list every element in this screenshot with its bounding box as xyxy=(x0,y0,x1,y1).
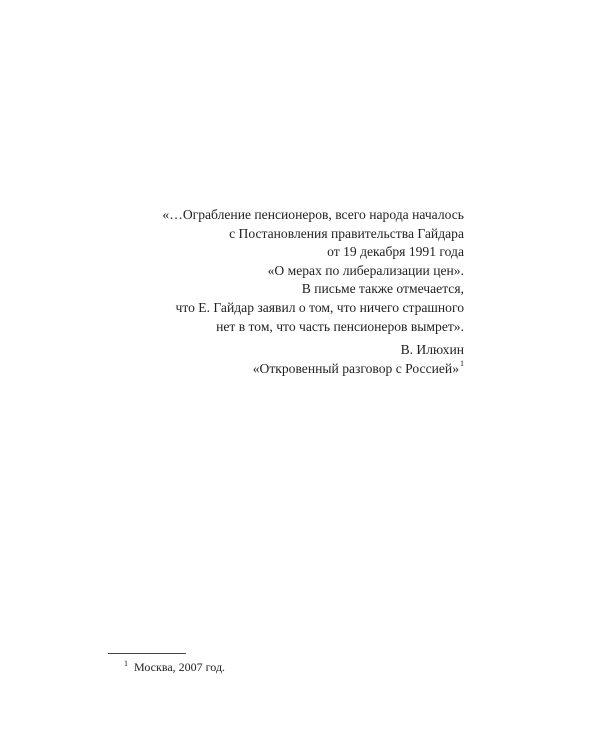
attribution-source-line xyxy=(84,360,464,379)
epigraph-line: «О мерах по либерализации цен». xyxy=(267,262,464,278)
epigraph-line: В письме также отмечается, xyxy=(301,281,464,297)
footnote xyxy=(124,659,225,675)
attribution-source: «Откровенный разговор с Россией» xyxy=(252,360,459,376)
footnote-text: Москва, 2007 год. xyxy=(134,660,226,674)
epigraph-quote xyxy=(84,206,464,336)
footnote-separator xyxy=(108,653,186,654)
epigraph-line: от 19 декабря 1991 года xyxy=(327,244,464,260)
epigraph-line: нет в том, что часть пенсионеров вымрет». xyxy=(216,318,464,334)
footnote-reference[interactable]: 1 xyxy=(460,359,464,369)
attribution-author: В. Илюхин xyxy=(400,342,464,357)
epigraph-attribution xyxy=(84,341,464,378)
footnote-number: 1 xyxy=(124,659,128,668)
epigraph-line: «…Ограбление пенсионеров, всего народа началось xyxy=(162,207,464,222)
epigraph-line: что Е. Гайдар заявил о том, что ничего страшного xyxy=(175,299,464,315)
epigraph-line: с Постановления правительства Гайдара xyxy=(229,225,464,241)
